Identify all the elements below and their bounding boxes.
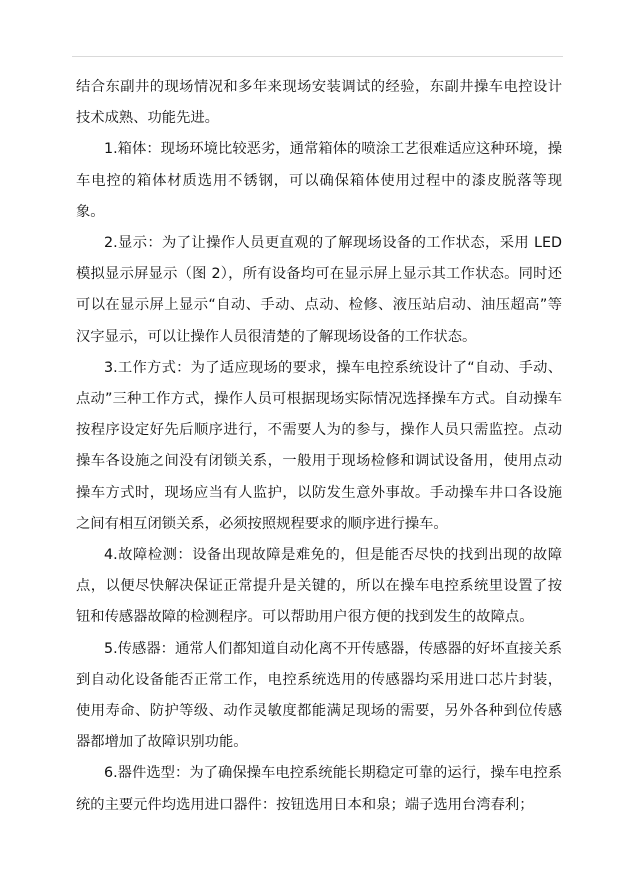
header-rule <box>72 56 563 57</box>
paragraph-sensor: 5.传感器：通常人们都知道自动化离不开传感器，传感器的好坏直接关系到自动化设备能否正常工作，电控系统选用的传感器均采用进口芯片封装，使用寿命、防护等级、动作灵敏度都能满足现场的需要，另外各种到位传感器都增加了故障识别功能。 <box>76 640 562 751</box>
paragraph-display: 2.显示：为了让操作人员更直观的了解现场设备的工作状态，采用 LED 模拟显示屏显示（图 2），所有设备均可在显示屏上显示其工作状态。同时还可以在显示屏上显示“自动、手动、点动、检修、液压站启动、油压超高”等汉字显示，可以让操作人员很清楚的了解现场设备的工作状态。 <box>76 235 562 345</box>
paragraph-cabinet: 1.箱体：现场环境比较恶劣，通常箱体的喷涂工艺很难适应这种环境，操车电控的箱体材质选用不锈钢，可以确保箱体使用过程中的漆皮脱落等现象。 <box>76 141 562 220</box>
paragraph-intro: 结合东副井的现场情况和多年来现场安装调试的经验，东副井操车电控设计技术成熟、功能先进。 <box>76 79 562 127</box>
paragraph-component-selection: 6.器件选型：为了确保操车电控系统能长期稳定可靠的运行，操车电控系统的主要元件均选用进口器件：按钮选用日本和泉；端子选用台湾春利； <box>76 765 562 813</box>
body-text <box>76 72 562 821</box>
paragraph-work-mode: 3.工作方式：为了适应现场的要求，操车电控系统设计了“自动、手动、点动”三种工作方式，操作人员可根据现场实际情况选择操车方式。自动操车按程序设定好先后顺序进行，不需要人为的参与，操作人员只需监控。点动操车各设施之间没有闭锁关系，一般用于现场检修和调试设备用，使用点动操车方式时，现场应当有人监护，以防发生意外事故。手动操车井口各设施之间有相互闭锁关系，必须按照规程要求的顺序进行操车。 <box>76 359 562 532</box>
paragraph-fault-detection: 4.故障检测：设备出现故障是难免的，但是能否尽快的找到出现的故障点，以便尽快解决保证正常提升是关键的，所以在操车电控系统里设置了按钮和传感器故障的检测程序。可以帮助用户很方便的找到发生的故障点。 <box>76 547 562 626</box>
